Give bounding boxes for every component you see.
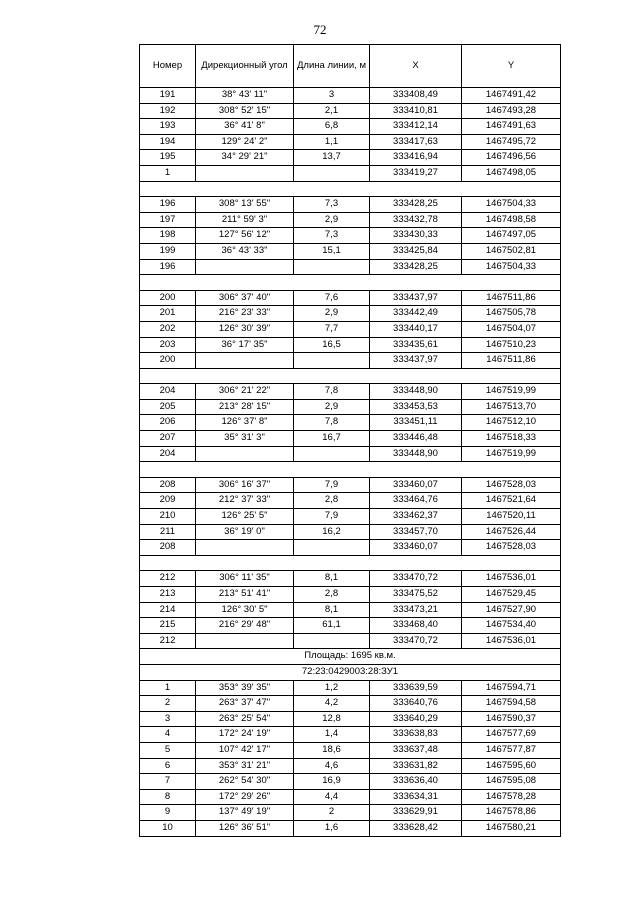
cell-direction-angle: 126° 25' 5": [196, 509, 294, 525]
cell-direction-angle: 126° 30' 5": [196, 602, 294, 618]
coordinates-table: [139, 44, 561, 837]
cell-y: 1467511,86: [462, 290, 561, 306]
cell-direction-angle: 35° 31' 3": [196, 431, 294, 447]
cell-line-length: 1,2: [294, 680, 370, 696]
cell-x: 333425,84: [370, 243, 462, 259]
cell-y: 1467590,37: [462, 711, 561, 727]
table-row: [140, 212, 561, 228]
cell-line-length: 2,9: [294, 399, 370, 415]
cell-direction-angle: 36° 43' 33": [196, 243, 294, 259]
header-number: Номер: [140, 45, 196, 88]
cell-line-length: 2,9: [294, 306, 370, 322]
cell-line-length: 7,9: [294, 509, 370, 525]
cell-y: 1467491,42: [462, 88, 561, 104]
cell-direction-angle: 126° 37' 8": [196, 415, 294, 431]
cell-y: 1467526,44: [462, 524, 561, 540]
cell-x: 333629,91: [370, 805, 462, 821]
cell-number: 202: [140, 321, 196, 337]
cell-y: 1467504,07: [462, 321, 561, 337]
table-row: [140, 820, 561, 836]
cell-x: 333464,76: [370, 493, 462, 509]
cell-direction-angle: [196, 446, 294, 462]
cell-number: 6: [140, 758, 196, 774]
cell-direction-angle: 129° 24' 2": [196, 134, 294, 150]
cell-x: 333628,42: [370, 820, 462, 836]
cell-direction-angle: 36° 19' 0": [196, 524, 294, 540]
cell-y: 1467528,03: [462, 477, 561, 493]
cell-direction-angle: [196, 633, 294, 649]
cell-line-length: [294, 446, 370, 462]
cell-y: 1467495,72: [462, 134, 561, 150]
cell-direction-angle: 216° 23' 33": [196, 306, 294, 322]
cell-number: 191: [140, 88, 196, 104]
table-separator-row: [140, 275, 561, 291]
table-row: [140, 540, 561, 556]
cell-x: 333640,76: [370, 696, 462, 712]
table-row: [140, 353, 561, 369]
cell-direction-angle: 34° 29' 21": [196, 150, 294, 166]
table-row: [140, 805, 561, 821]
cell-x: 333637,48: [370, 742, 462, 758]
span-cell: Площадь: 1695 кв.м.: [140, 649, 561, 665]
cell-y: 1467497,05: [462, 228, 561, 244]
cell-direction-angle: 126° 36' 51": [196, 820, 294, 836]
cell-number: 7: [140, 774, 196, 790]
cell-direction-angle: 127° 56' 12": [196, 228, 294, 244]
table-row: [140, 103, 561, 119]
header-direction-angle: Дирекционный угол: [196, 45, 294, 88]
header-x: X: [370, 45, 462, 88]
cell-x: 333448,90: [370, 446, 462, 462]
cell-number: 199: [140, 243, 196, 259]
cell-line-length: 16,7: [294, 431, 370, 447]
cell-number: 195: [140, 150, 196, 166]
separator-cell: [140, 368, 561, 384]
cell-x: 333430,33: [370, 228, 462, 244]
cell-y: 1467496,56: [462, 150, 561, 166]
cell-direction-angle: [196, 165, 294, 181]
table-separator-row: [140, 462, 561, 478]
table-header: [140, 45, 561, 88]
cell-number: 198: [140, 228, 196, 244]
cell-direction-angle: 263° 37' 47": [196, 696, 294, 712]
cell-x: 333453,53: [370, 399, 462, 415]
cell-direction-angle: 308° 13' 55": [196, 197, 294, 213]
cell-y: 1467595,60: [462, 758, 561, 774]
cell-direction-angle: [196, 259, 294, 275]
cell-x: 333416,94: [370, 150, 462, 166]
table-row: [140, 243, 561, 259]
cell-line-length: 16,9: [294, 774, 370, 790]
cell-x: 333636,40: [370, 774, 462, 790]
cell-line-length: 7,6: [294, 290, 370, 306]
cell-number: 197: [140, 212, 196, 228]
cell-direction-angle: 262° 54' 30": [196, 774, 294, 790]
cell-x: 333468,40: [370, 618, 462, 634]
cell-y: 1467519,99: [462, 446, 561, 462]
cell-line-length: 8,1: [294, 602, 370, 618]
table-span-row: [140, 649, 561, 665]
cell-number: 213: [140, 587, 196, 603]
cell-direction-angle: 353° 31' 21": [196, 758, 294, 774]
table-row: [140, 711, 561, 727]
cell-y: 1467527,90: [462, 602, 561, 618]
table-row: [140, 88, 561, 104]
table-row: [140, 571, 561, 587]
cell-y: 1467578,28: [462, 789, 561, 805]
cell-number: 10: [140, 820, 196, 836]
cell-line-length: 7,7: [294, 321, 370, 337]
cell-direction-angle: [196, 540, 294, 556]
cell-line-length: 2,8: [294, 493, 370, 509]
cell-number: 192: [140, 103, 196, 119]
cell-y: 1467520,11: [462, 509, 561, 525]
cell-direction-angle: 172° 29' 26": [196, 789, 294, 805]
cell-line-length: 3: [294, 88, 370, 104]
cell-number: 200: [140, 353, 196, 369]
table-separator-row: [140, 181, 561, 197]
cell-line-length: 7,3: [294, 228, 370, 244]
cell-line-length: 7,8: [294, 384, 370, 400]
cell-number: 201: [140, 306, 196, 322]
cell-line-length: 16,2: [294, 524, 370, 540]
cell-y: 1467534,40: [462, 618, 561, 634]
cell-x: 333470,72: [370, 633, 462, 649]
cell-direction-angle: 213° 28' 15": [196, 399, 294, 415]
table-row: [140, 774, 561, 790]
table-row: [140, 477, 561, 493]
cell-direction-angle: [196, 353, 294, 369]
table-row: [140, 789, 561, 805]
cell-x: 333442,49: [370, 306, 462, 322]
cell-y: 1467536,01: [462, 571, 561, 587]
cell-y: 1467504,33: [462, 259, 561, 275]
table-row: [140, 399, 561, 415]
cell-x: 333440,17: [370, 321, 462, 337]
cell-direction-angle: 107° 42' 17": [196, 742, 294, 758]
cell-number: 207: [140, 431, 196, 447]
cell-line-length: [294, 633, 370, 649]
cell-number: 8: [140, 789, 196, 805]
cell-y: 1467529,45: [462, 587, 561, 603]
cell-x: 333457,70: [370, 524, 462, 540]
cell-line-length: 2,9: [294, 212, 370, 228]
table-row: [140, 306, 561, 322]
cell-x: 333437,97: [370, 290, 462, 306]
cell-line-length: 18,6: [294, 742, 370, 758]
page-number: 72: [313, 22, 327, 37]
cell-line-length: 2,8: [294, 587, 370, 603]
cell-y: 1467510,23: [462, 337, 561, 353]
cell-line-length: [294, 259, 370, 275]
cell-x: 333460,07: [370, 540, 462, 556]
cell-direction-angle: 306° 37' 40": [196, 290, 294, 306]
cell-number: 208: [140, 477, 196, 493]
cell-number: 2: [140, 696, 196, 712]
cell-y: 1467505,78: [462, 306, 561, 322]
cell-x: 333432,78: [370, 212, 462, 228]
cell-x: 333435,61: [370, 337, 462, 353]
table-separator-row: [140, 368, 561, 384]
table-row: [140, 633, 561, 649]
table-row: [140, 337, 561, 353]
table-row: [140, 493, 561, 509]
cell-number: 9: [140, 805, 196, 821]
cell-x: 333412,14: [370, 119, 462, 135]
cell-line-length: 1,6: [294, 820, 370, 836]
cell-x: 333638,83: [370, 727, 462, 743]
table-row: [140, 290, 561, 306]
cell-number: 4: [140, 727, 196, 743]
cell-y: 1467577,87: [462, 742, 561, 758]
cell-y: 1467580,21: [462, 820, 561, 836]
separator-cell: [140, 181, 561, 197]
cell-x: 333470,72: [370, 571, 462, 587]
cell-direction-angle: 263° 25' 54": [196, 711, 294, 727]
cell-direction-angle: 36° 41' 8": [196, 119, 294, 135]
cell-y: 1467498,58: [462, 212, 561, 228]
cell-number: 194: [140, 134, 196, 150]
cell-number: 205: [140, 399, 196, 415]
table-row: [140, 680, 561, 696]
cell-x: 333410,81: [370, 103, 462, 119]
header-line-length: Длина линии, м: [294, 45, 370, 88]
span-cell: 72:23:0429003:28:ЗУ1: [140, 664, 561, 680]
cell-line-length: 6,8: [294, 119, 370, 135]
table-row: [140, 509, 561, 525]
cell-x: 333417,63: [370, 134, 462, 150]
cell-direction-angle: 211° 59' 3": [196, 212, 294, 228]
header-row: [140, 45, 561, 88]
cell-number: 209: [140, 493, 196, 509]
cell-direction-angle: 216° 29' 48": [196, 618, 294, 634]
cell-number: 1: [140, 680, 196, 696]
cell-y: 1467594,58: [462, 696, 561, 712]
cell-direction-angle: 306° 21' 22": [196, 384, 294, 400]
cell-y: 1467498,05: [462, 165, 561, 181]
table-row: [140, 727, 561, 743]
cell-y: 1467595,08: [462, 774, 561, 790]
cell-x: 333640,29: [370, 711, 462, 727]
cell-number: 3: [140, 711, 196, 727]
cell-y: 1467504,33: [462, 197, 561, 213]
table-row: [140, 197, 561, 213]
cell-number: 203: [140, 337, 196, 353]
cell-x: 333428,25: [370, 197, 462, 213]
cell-direction-angle: 172° 24' 19": [196, 727, 294, 743]
cell-x: 333448,90: [370, 384, 462, 400]
cell-line-length: 4,2: [294, 696, 370, 712]
cell-y: 1467578,86: [462, 805, 561, 821]
table-row: [140, 228, 561, 244]
cell-number: 1: [140, 165, 196, 181]
table-row: [140, 134, 561, 150]
table-body: [140, 88, 561, 837]
cell-line-length: 61,1: [294, 618, 370, 634]
cell-x: 333634,31: [370, 789, 462, 805]
cell-line-length: [294, 165, 370, 181]
cell-y: 1467493,28: [462, 103, 561, 119]
cell-y: 1467594,71: [462, 680, 561, 696]
cell-y: 1467502,81: [462, 243, 561, 259]
cell-line-length: 7,8: [294, 415, 370, 431]
cell-line-length: [294, 540, 370, 556]
cell-x: 333460,07: [370, 477, 462, 493]
table-row: [140, 742, 561, 758]
table-span-row: [140, 664, 561, 680]
cell-line-length: 12,8: [294, 711, 370, 727]
table-row: [140, 524, 561, 540]
table-row: [140, 415, 561, 431]
cell-direction-angle: 306° 11' 35": [196, 571, 294, 587]
cell-x: 333639,59: [370, 680, 462, 696]
table-row: [140, 431, 561, 447]
cell-x: 333428,25: [370, 259, 462, 275]
cell-number: 196: [140, 259, 196, 275]
cell-number: 200: [140, 290, 196, 306]
cell-y: 1467577,69: [462, 727, 561, 743]
cell-line-length: 1,1: [294, 134, 370, 150]
cell-line-length: 2,1: [294, 103, 370, 119]
cell-number: 204: [140, 384, 196, 400]
cell-direction-angle: 212° 37' 33": [196, 493, 294, 509]
cell-x: 333462,37: [370, 509, 462, 525]
cell-y: 1467511,86: [462, 353, 561, 369]
cell-number: 204: [140, 446, 196, 462]
table-row: [140, 259, 561, 275]
cell-line-length: 8,1: [294, 571, 370, 587]
cell-line-length: 4,6: [294, 758, 370, 774]
cell-number: 210: [140, 509, 196, 525]
cell-line-length: 7,3: [294, 197, 370, 213]
table-row: [140, 587, 561, 603]
cell-line-length: 1,4: [294, 727, 370, 743]
cell-line-length: [294, 353, 370, 369]
table-separator-row: [140, 555, 561, 571]
cell-number: 196: [140, 197, 196, 213]
cell-line-length: 16,5: [294, 337, 370, 353]
cell-direction-angle: 308° 52' 15": [196, 103, 294, 119]
cell-x: 333473,21: [370, 602, 462, 618]
cell-line-length: 2: [294, 805, 370, 821]
table-row: [140, 165, 561, 181]
cell-x: 333446,48: [370, 431, 462, 447]
cell-x: 333475,52: [370, 587, 462, 603]
cell-x: 333419,27: [370, 165, 462, 181]
cell-direction-angle: 213° 51' 41": [196, 587, 294, 603]
cell-y: 1467528,03: [462, 540, 561, 556]
cell-direction-angle: 137° 49' 19": [196, 805, 294, 821]
cell-direction-angle: 38° 43' 11": [196, 88, 294, 104]
separator-cell: [140, 555, 561, 571]
cell-line-length: 13,7: [294, 150, 370, 166]
cell-number: 208: [140, 540, 196, 556]
cell-y: 1467518,33: [462, 431, 561, 447]
cell-number: 212: [140, 633, 196, 649]
cell-line-length: 15,1: [294, 243, 370, 259]
cell-line-length: 7,9: [294, 477, 370, 493]
cell-direction-angle: 306° 16' 37": [196, 477, 294, 493]
cell-y: 1467521,64: [462, 493, 561, 509]
cell-number: 215: [140, 618, 196, 634]
cell-y: 1467536,01: [462, 633, 561, 649]
cell-number: 193: [140, 119, 196, 135]
cell-x: 333437,97: [370, 353, 462, 369]
table-row: [140, 618, 561, 634]
cell-direction-angle: 126° 30' 39": [196, 321, 294, 337]
cell-x: 333631,82: [370, 758, 462, 774]
cell-number: 212: [140, 571, 196, 587]
table-row: [140, 758, 561, 774]
table-row: [140, 150, 561, 166]
cell-x: 333408,49: [370, 88, 462, 104]
cell-x: 333451,11: [370, 415, 462, 431]
separator-cell: [140, 275, 561, 291]
cell-number: 211: [140, 524, 196, 540]
cell-number: 214: [140, 602, 196, 618]
cell-direction-angle: 36° 17' 35": [196, 337, 294, 353]
table-row: [140, 384, 561, 400]
cell-y: 1467519,99: [462, 384, 561, 400]
cell-line-length: 4,4: [294, 789, 370, 805]
cell-number: 5: [140, 742, 196, 758]
cell-y: 1467491,63: [462, 119, 561, 135]
table-row: [140, 119, 561, 135]
table-row: [140, 602, 561, 618]
separator-cell: [140, 462, 561, 478]
cell-y: 1467513,70: [462, 399, 561, 415]
header-y: Y: [462, 45, 561, 88]
table-row: [140, 696, 561, 712]
cell-number: 206: [140, 415, 196, 431]
table-row: [140, 321, 561, 337]
cell-direction-angle: 353° 39' 35": [196, 680, 294, 696]
table-row: [140, 446, 561, 462]
cell-y: 1467512,10: [462, 415, 561, 431]
